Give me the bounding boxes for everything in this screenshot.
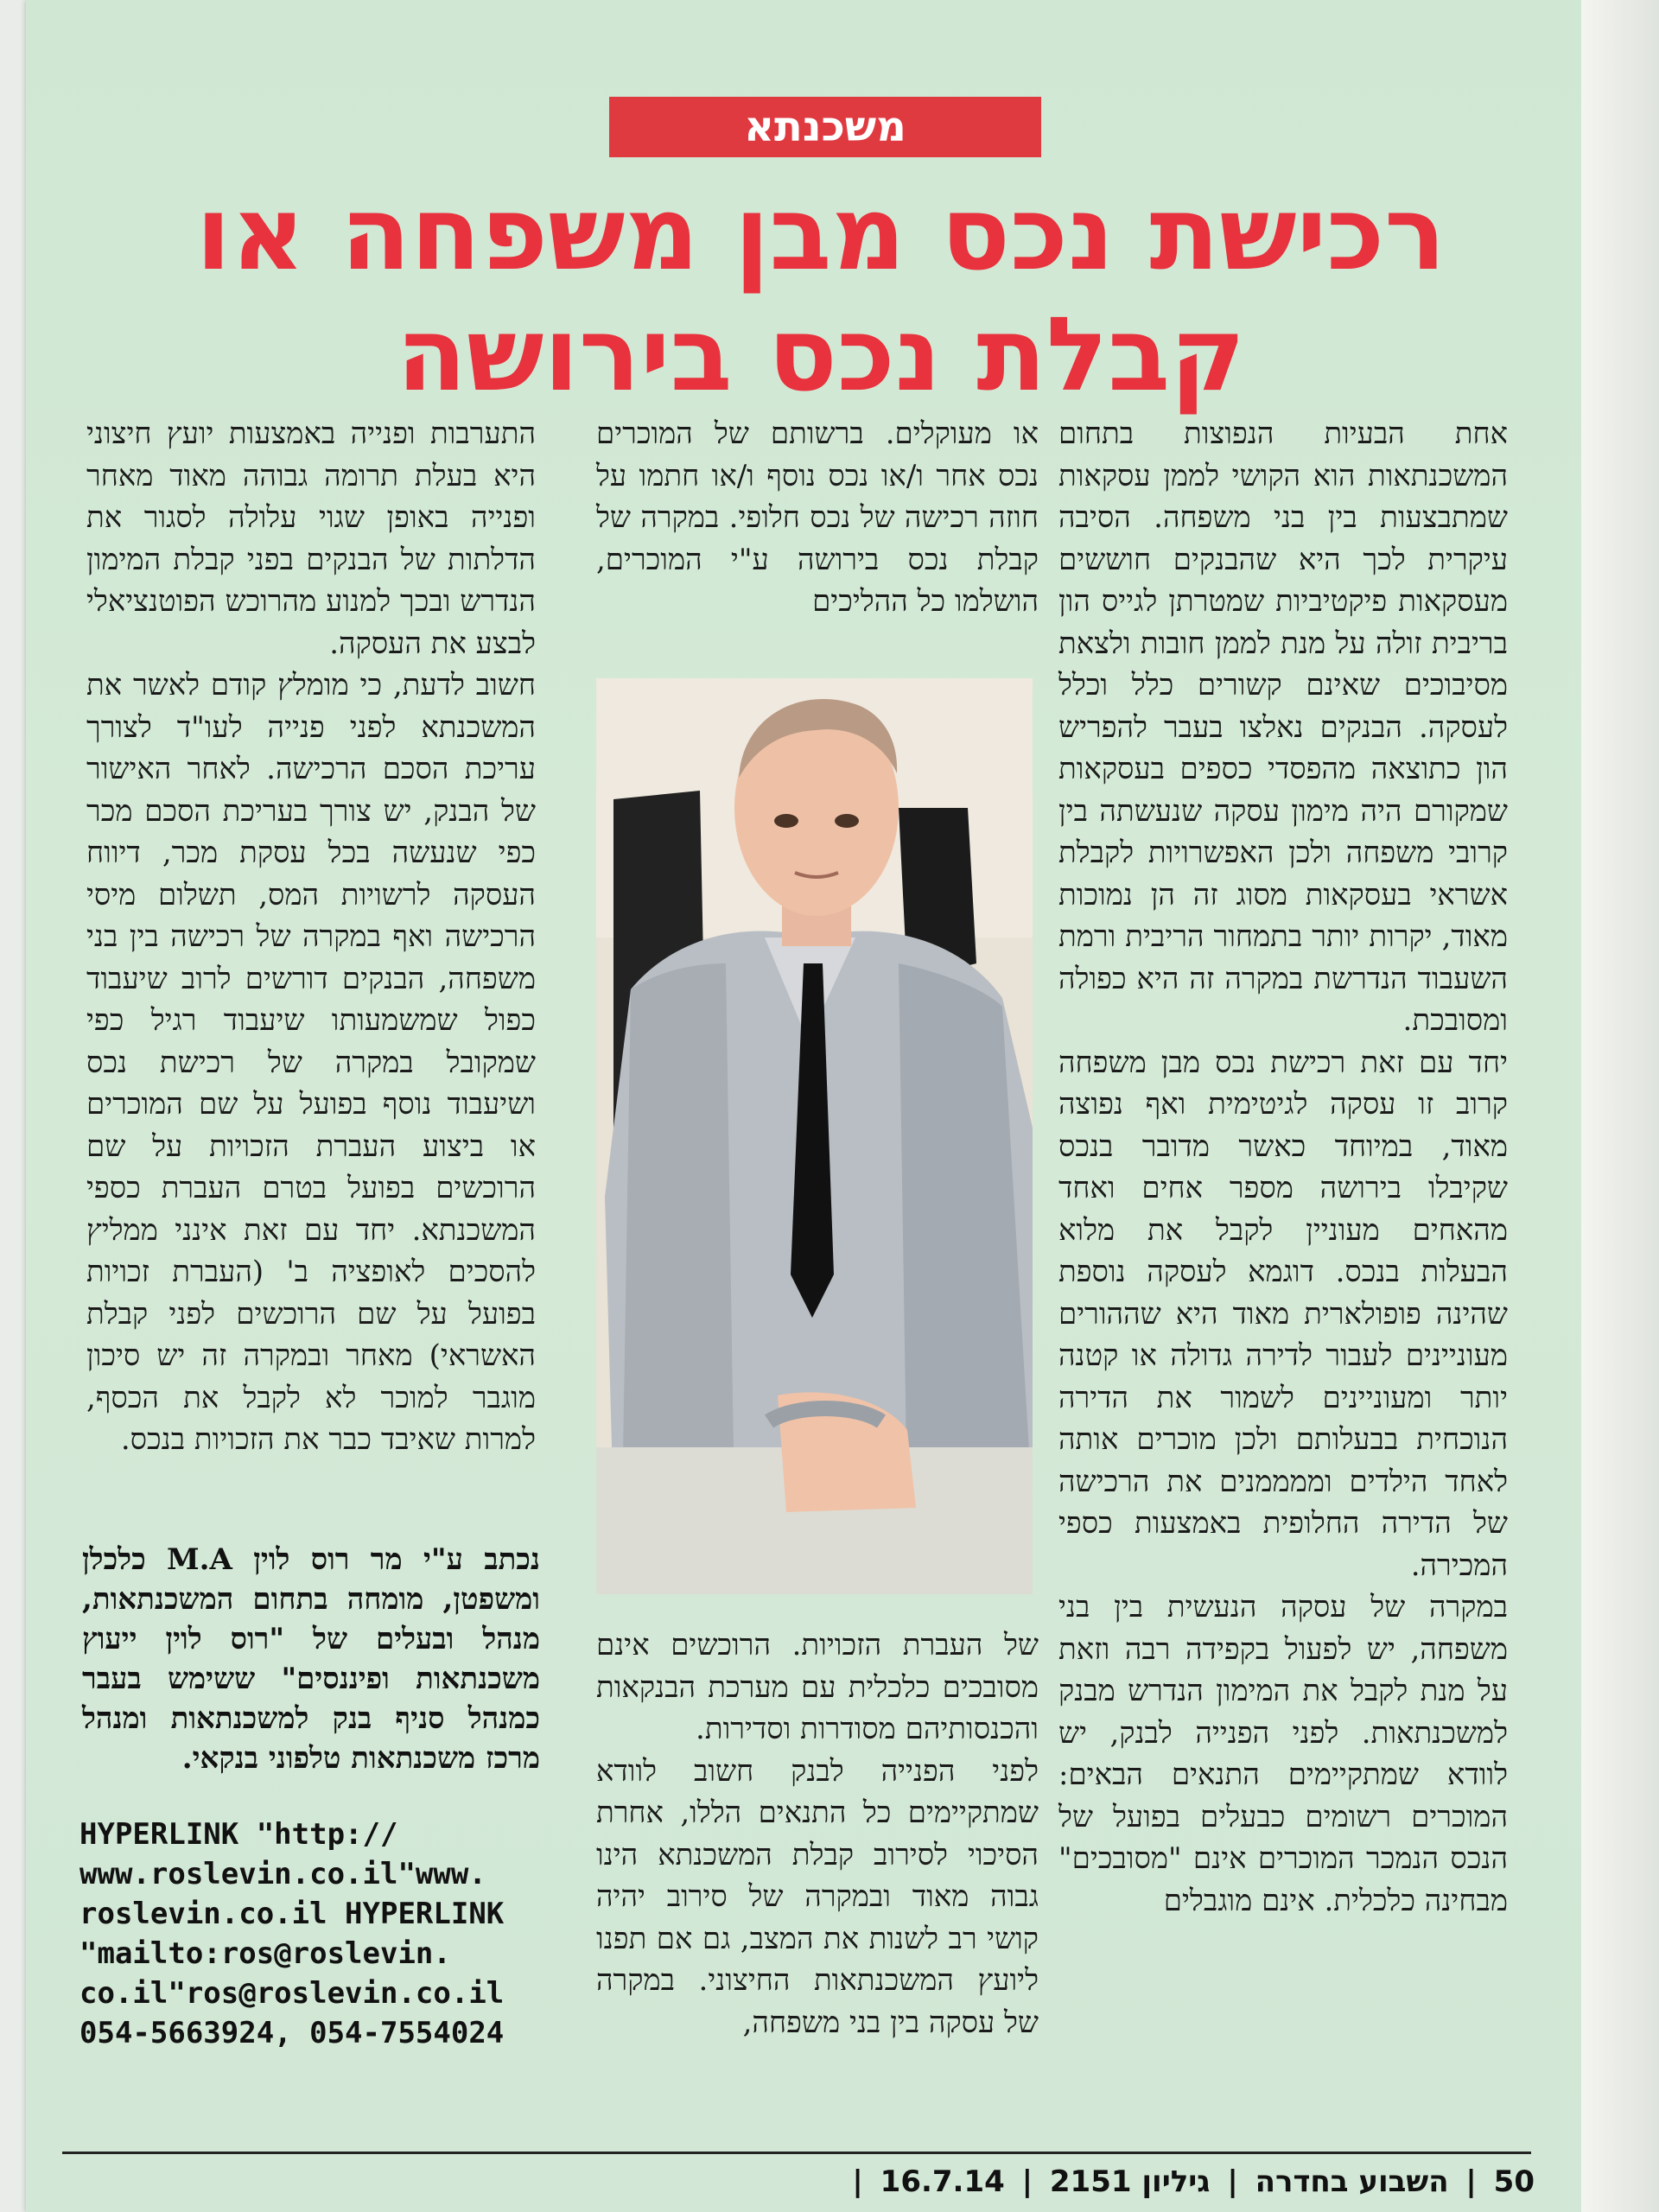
headline-line-1: רכישת נכס מבן משפחה או (195, 174, 1446, 293)
contact-line: roslevin.co.il HYPERLINK (79, 1897, 505, 1931)
headline-line-2: קבלת נכס בירושה (396, 295, 1246, 414)
paragraph: התערבות ופנייה באמצעות יועץ חיצוני היא בעלת תרומה גבוהה מאוד מאחר ופנייה באופן שגוי עלולה לסגור את הדלתות של הבנקים בפני קבלת המימון הנדרש ובכך למנוע מהרוכש הפוטנציאלי לבצע את העסקה. (86, 416, 536, 661)
author-contact (79, 1815, 546, 2053)
paragraph: אחת הבעיות הנפוצות בתחום המשכנתאות הוא הקושי לממן עסקאות שמתבצעות בין בני משפחה. הסיבה עיקרית לכך היא שהבנקים חוששים מעסקאות פיקטיביות שמטרתן לגייס הון בריבית זולה על מנת לממן חובות ולצאת מסיבוכים שאינם קשורים כלל וכלל לעסקה. הבנקים נאלצו בעבר להפריש הון כתוצאה מהפסדי כספים בעסקאות שמקורם היה מימון עסקה שנעשתה בין קרובי משפחה ולכן האפשרויות לקבלת אשראי בעסקאות מסוג זה הן נמוכות מאוד, יקרות יותר בתמחור הריבית ורמת השעבוד הנדרשת במקרה זה היא כפולה ומסובכת. (1058, 416, 1508, 1038)
contact-line: www.roslevin.co.il"www. (79, 1857, 486, 1891)
paragraph: חשוב לדעת, כי מומלץ קודם לאשר את המשכנתא לפני פנייה לעו"ד לצורך עריכת הסכם הרכישה. לאחר האישור של הבנק, יש צורך בעריכת הסכם מכר כפי שנעשה בכל עסקת מכר, דיווח העסקה לרשויות המס, תשלום מיסי הרכישה ואף במקרה של רכישה בין בני משפחה, הבנקים דורשים לרוב שיעבוד כפול שמשמעותו שיעבוד רגיל כפי שמקובל במקרה של רכישת נכס ושיעבוד נוסף בפועל על שם המוכרים או ביצוע העברת הזכויות על שם הרוכשים בפועל בטרם העברת כספי המשכנתא. יחד עם זאת אינני ממליץ להסכים לאופציה ב' (העברת זכויות בפועל על שם הרוכשים לפני קבלת האשראי) מאחר ובמקרה זה יש סיכון מוגבר למוכר לא לקבל את הכסף, למרות שאיבד כבר את הזכויות בנכס. (86, 668, 536, 1457)
author-photo (596, 678, 1033, 1594)
paragraph: לפני הפנייה לבנק חשוב לוודא שמתקיימים כל התנאים הללו, אחרת הסיכוי לסירוב קבלת המשכנתא הינו גבוה מאוד ובמקרה של סירוב יהיה קושי רב לשנות את המצב, גם אם תפנו ליועץ המשכנתאות החיצוני. במקרה של עסקה בין בני משפחה, (596, 1753, 1039, 2040)
phone-numbers: 054-5663924, 054-7554024 (79, 2016, 505, 2050)
contact-line: "mailto:ros@roslevin. (79, 1936, 451, 1971)
paper-edge (1581, 0, 1659, 2212)
footer-rule (62, 2152, 1531, 2154)
footer-issue: גיליון 2151 (1049, 2164, 1211, 2199)
footer-separator: | (1227, 2164, 1238, 2199)
footer-publication: השבוע בחדרה (1255, 2164, 1449, 2199)
article-column-middle-top (596, 413, 1039, 664)
section-label: משכנתא (609, 97, 1041, 157)
headline (138, 173, 1503, 415)
contact-line: HYPERLINK "http:// (79, 1817, 398, 1852)
portrait-illustration (596, 678, 1033, 1594)
footer-separator: | (1465, 2164, 1477, 2199)
contact-line: co.il"ros@roslevin.co.il (79, 1976, 505, 2011)
author-bio: נכתב ע"י מר רוס לוין M.A כלכלן ומשפטן, מומחה בתחום המשכנתאות, מנהל ובעלים של "רוס לוין ייעוץ משכנתאות ופיננסים" ששימש בעבר כמנהל סניף בנק למשכנתאות ומנהל מרכז משכנתאות טלפוני בנקאי. (82, 1542, 540, 1776)
paragraph: של העברת הזכויות. הרוכשים אינם מסובכים כלכלית עם מערכת הבנקאות והכנסותיהם מסודרות וסדירות. (596, 1628, 1039, 1746)
paragraph: במקרה של עסקה הנעשית בין בני משפחה, יש לפעול בקפידה רבה וזאת על מנת לקבל את המימון הנדרש מבנק למשכנתאות. לפני הפנייה לבנק, יש לוודא שמתקיימים התנאים הבאים: המוכרים רשומים כבעלים בפועל של הנכס הנמכר המוכרים אינם "מסובכים" מבחינה כלכלית. אינם מוגבלים (1058, 1590, 1508, 1918)
footer-date: 16.7.14 (880, 2164, 1005, 2199)
footer-page-number: 50 (1493, 2164, 1535, 2199)
page-footer (852, 2160, 1538, 2203)
footer-separator: | (852, 2164, 863, 2199)
article-column-right (1058, 413, 1508, 2133)
footer-separator: | (1021, 2164, 1033, 2199)
article-column-middle-bottom (596, 1624, 1039, 2143)
paragraph: או מעוקלים. ברשותם של המוכרים נכס אחר ו/או נכס נוסף ו/או חתמו על חוזה רכישה של נכס חלופי. במקרה של קבלת נכס בירושה ע"י המוכרים, הושלמו כל ההליכים (596, 416, 1039, 619)
article-column-left (86, 413, 536, 1562)
paragraph: יחד עם זאת רכישת נכס מבן משפחה קרוב זו עסקה לגיטימית ואף נפוצה מאוד, במיוחד כאשר מדובר בנכס שקיבלו בירושה מספר אחים ואחד מהאחים מעוניין לקבל את מלוא הבעלות בנכס. דוגמא לעסקה נוספת שהינה פופולארית מאוד היא שההורים מעוניינים לעבור לדירה גדולה או קטנה יותר ומעוניינים לשמור את הדירה הנוכחית בבעלותם ולכן מוכרים אותה לאחד הילדים וממממנים את הרכישה של הדירה החלופית באמצעות כספי המכירה. (1058, 1045, 1508, 1583)
